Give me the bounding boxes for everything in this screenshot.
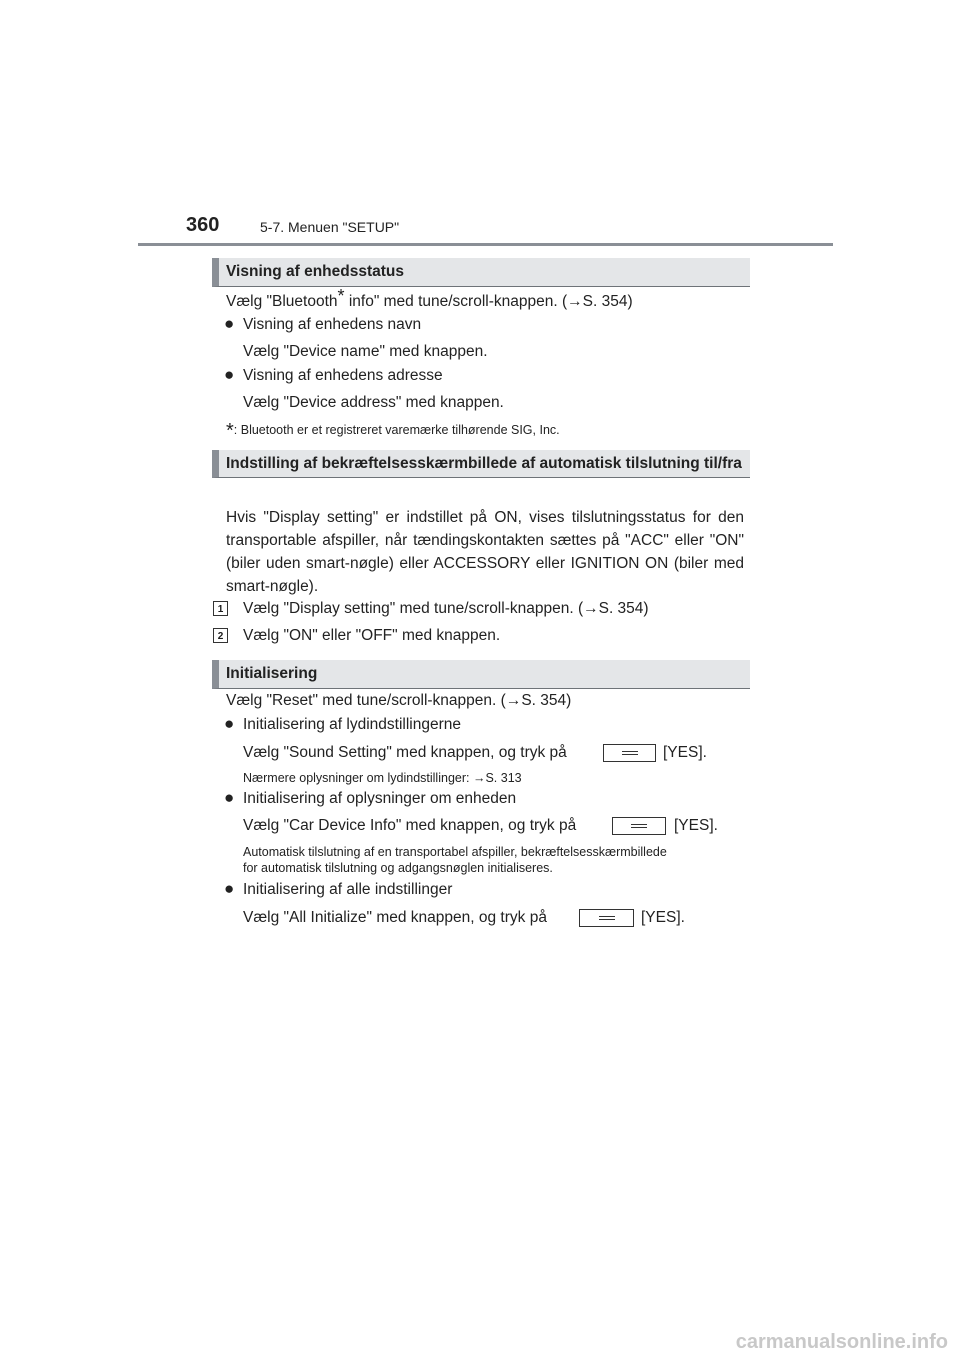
arrow-icon: → [472,771,486,785]
bullet-icon: ● [224,365,235,384]
step-2-text: Vælg "ON" eller "OFF" med knappen. [243,627,501,644]
header-divider [138,243,833,246]
device-info-instruction-a: Vælg "Car Device Info" med knappen, og tryk på [243,817,577,834]
device-info-note-line1: Automatisk tilslutning af en transportabel afspiller, bekræftelsesskærmbillede [243,845,667,859]
page-number: 360 [186,214,220,236]
bullet-all-settings: Initialisering af alle indstillinger [243,881,453,898]
bullet-sound-settings: Initialisering af lydindstillingerne [243,716,461,733]
device-name-instruction: Vælg "Device name" med knappen. [243,343,488,360]
bullet-icon: ● [224,879,235,898]
menu-button-icon [612,817,666,835]
bullet-icon: ● [224,788,235,807]
sound-settings-note: Nærmere oplysninger om lydindstillinger: →S. 313 [243,771,522,785]
sound-settings-instruction-b: [YES]. [663,744,707,761]
all-settings-instruction-a: Vælg "All Initialize" med knappen, og tryk på [243,909,547,926]
bluetooth-footnote: *: Bluetooth er et registreret varemærke tilhørende SIG, Inc. [226,420,560,442]
step-1-text: Vælg "Display setting" med tune/scroll-knappen. (→S. 354) [243,600,649,617]
bullet-device-info: Initialisering af oplysninger om enheden [243,790,517,807]
initialize-intro: Vælg "Reset" med tune/scroll-knappen. (→S. 354) [226,692,572,709]
section-heading-initialize: Initialisering [212,660,750,689]
arrow-icon: → [505,692,522,709]
arrow-icon: → [567,293,583,310]
chapter-title: 5-7. Menuen "SETUP" [260,219,400,235]
device-address-instruction: Vælg "Device address" med knappen. [243,394,504,411]
step-number: 1 [213,601,228,616]
bullet-device-name: Visning af enhedens navn [243,316,422,333]
watermark: carmanualsonline.info [735,1331,948,1353]
sound-settings-instruction-a: Vælg "Sound Setting" med knappen, og tryk på [243,744,567,761]
auto-connect-description: Hvis "Display setting" er indstillet på ON, vises tilslutningsstatus for den transportable afspiller, når tændingskontakten sættes på "ACC" eller "ON" (biler uden smart-nøgle) eller ACCESSORY eller IGNITION ON (biler med smart-nøgle). [226,509,744,595]
bullet-device-address: Visning af enhedens adresse [243,367,443,384]
arrow-icon: → [583,600,599,617]
bullet-icon: ● [224,714,235,733]
device-status-intro: Vælg "Bluetooth* info" med tune/scroll-knappen. (→S. 354) [226,285,633,310]
menu-button-icon [579,909,634,927]
step-number: 2 [213,628,228,643]
section-heading-auto-connect: Indstilling af bekræftelsesskærmbillede af automatisk tilslutning til/fra [212,450,750,478]
section-heading-device-status: Visning af enhedsstatus [212,258,750,287]
device-info-note-line2: for automatisk tilslutning og adgangsnøglen initialiseres. [243,861,553,875]
menu-button-icon [603,744,656,762]
device-info-instruction-b: [YES]. [674,817,718,834]
all-settings-instruction-b: [YES]. [641,909,685,926]
bullet-icon: ● [224,314,235,333]
